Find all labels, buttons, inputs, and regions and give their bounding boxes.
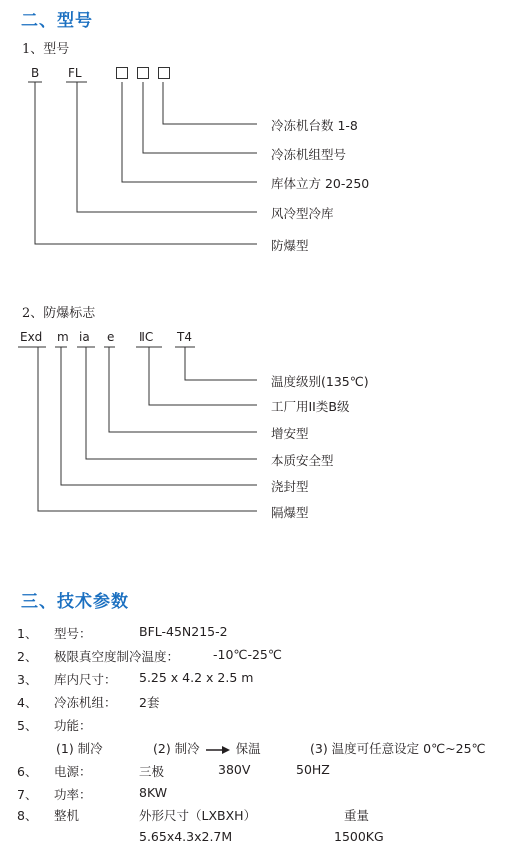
marking-code-exd: Exd: [20, 330, 43, 344]
spec-value-weight: 1500KG: [334, 829, 384, 844]
function-cooling: (1) 制冷: [56, 741, 103, 756]
spec-value-units: 2套: [139, 695, 160, 710]
marking-legend-flameproof: 隔爆型: [271, 505, 309, 520]
spec-label-temp: 极限真空度制冷温度：: [54, 649, 180, 664]
marking-code-ia: ia: [79, 330, 90, 344]
spec-label-functions: 功能：: [54, 718, 92, 733]
subtitle-marking: 2、防爆标志: [22, 306, 96, 321]
spec-value-inner-size: 5.25 x 4.2 x 2.5 m: [139, 670, 254, 685]
spec-label-power: 功率：: [54, 787, 92, 802]
spec-value-voltage: 380V: [218, 762, 251, 777]
marking-code-m: m: [57, 330, 69, 344]
function-cooling-to-warm-prefix: (2) 制冷: [153, 741, 200, 756]
model-legend-air-cooled: 风冷型冷库: [271, 206, 334, 221]
spec-label-model: 型号：: [54, 626, 92, 641]
spec-label-units: 冷冻机组：: [54, 695, 117, 710]
arrow-right-icon: [206, 745, 230, 755]
spec-label-dimensions: 外形尺寸（LXBXH）: [139, 808, 257, 823]
spec-num: 7、: [17, 787, 38, 802]
marking-code-t4: T4: [177, 330, 192, 344]
model-legend-unit-model: 冷冻机组型号: [271, 147, 347, 162]
spec-value-phase: 三极: [139, 764, 165, 779]
marking-legend-encapsulation: 浇封型: [271, 479, 309, 494]
function-cooling-to-warm-suffix: 保温: [235, 741, 261, 756]
spec-num: 1、: [17, 626, 38, 641]
spec-value-power: 8KW: [139, 785, 168, 800]
spec-num: 6、: [17, 764, 38, 779]
section-title-model: 二、型号: [21, 11, 93, 31]
section-title-specs: 三、技术参数: [21, 592, 129, 612]
model-legend-explosion-proof: 防爆型: [271, 238, 309, 253]
spec-num: 5、: [17, 718, 38, 733]
spec-label-weight: 重量: [344, 808, 370, 823]
spec-num: 8、: [17, 808, 38, 823]
spec-num: 3、: [17, 672, 38, 687]
spec-label-unit: 整机: [54, 808, 80, 823]
spec-num: 2、: [17, 649, 38, 664]
spec-value-frequency: 50HZ: [296, 762, 330, 777]
spec-num: 4、: [17, 695, 38, 710]
function-temp-setting: (3) 温度可任意设定 0℃~25℃: [310, 741, 486, 756]
marking-code-iic: ⅡC: [139, 330, 154, 344]
model-legend-compressor-count: 冷冻机台数 1-8: [271, 118, 358, 133]
spec-value-model: BFL-45N215-2: [139, 624, 228, 639]
marking-legend-temp-class: 温度级别(135℃): [271, 374, 369, 389]
marking-code-e: e: [107, 330, 115, 344]
spec-value-temp: -10℃-25℃: [213, 647, 282, 662]
model-code-b: B: [31, 66, 40, 80]
function-cooling-to-warm: [153, 739, 261, 757]
spec-value-dimensions: 5.65x4.3x2.7M: [139, 829, 233, 844]
spec-label-inner-size: 库内尺寸：: [54, 672, 117, 687]
marking-legend-group: 工厂用II类B级: [271, 399, 350, 414]
subtitle-model: 1、型号: [22, 42, 70, 57]
marking-legend-intrinsic-safety: 本质安全型: [271, 453, 334, 468]
spec-label-power-supply: 电源：: [54, 764, 92, 779]
model-legend-volume: 库体立方 20-250: [271, 176, 370, 191]
model-code-fl: FL: [68, 66, 82, 80]
marking-legend-increased-safety: 增安型: [271, 426, 309, 441]
